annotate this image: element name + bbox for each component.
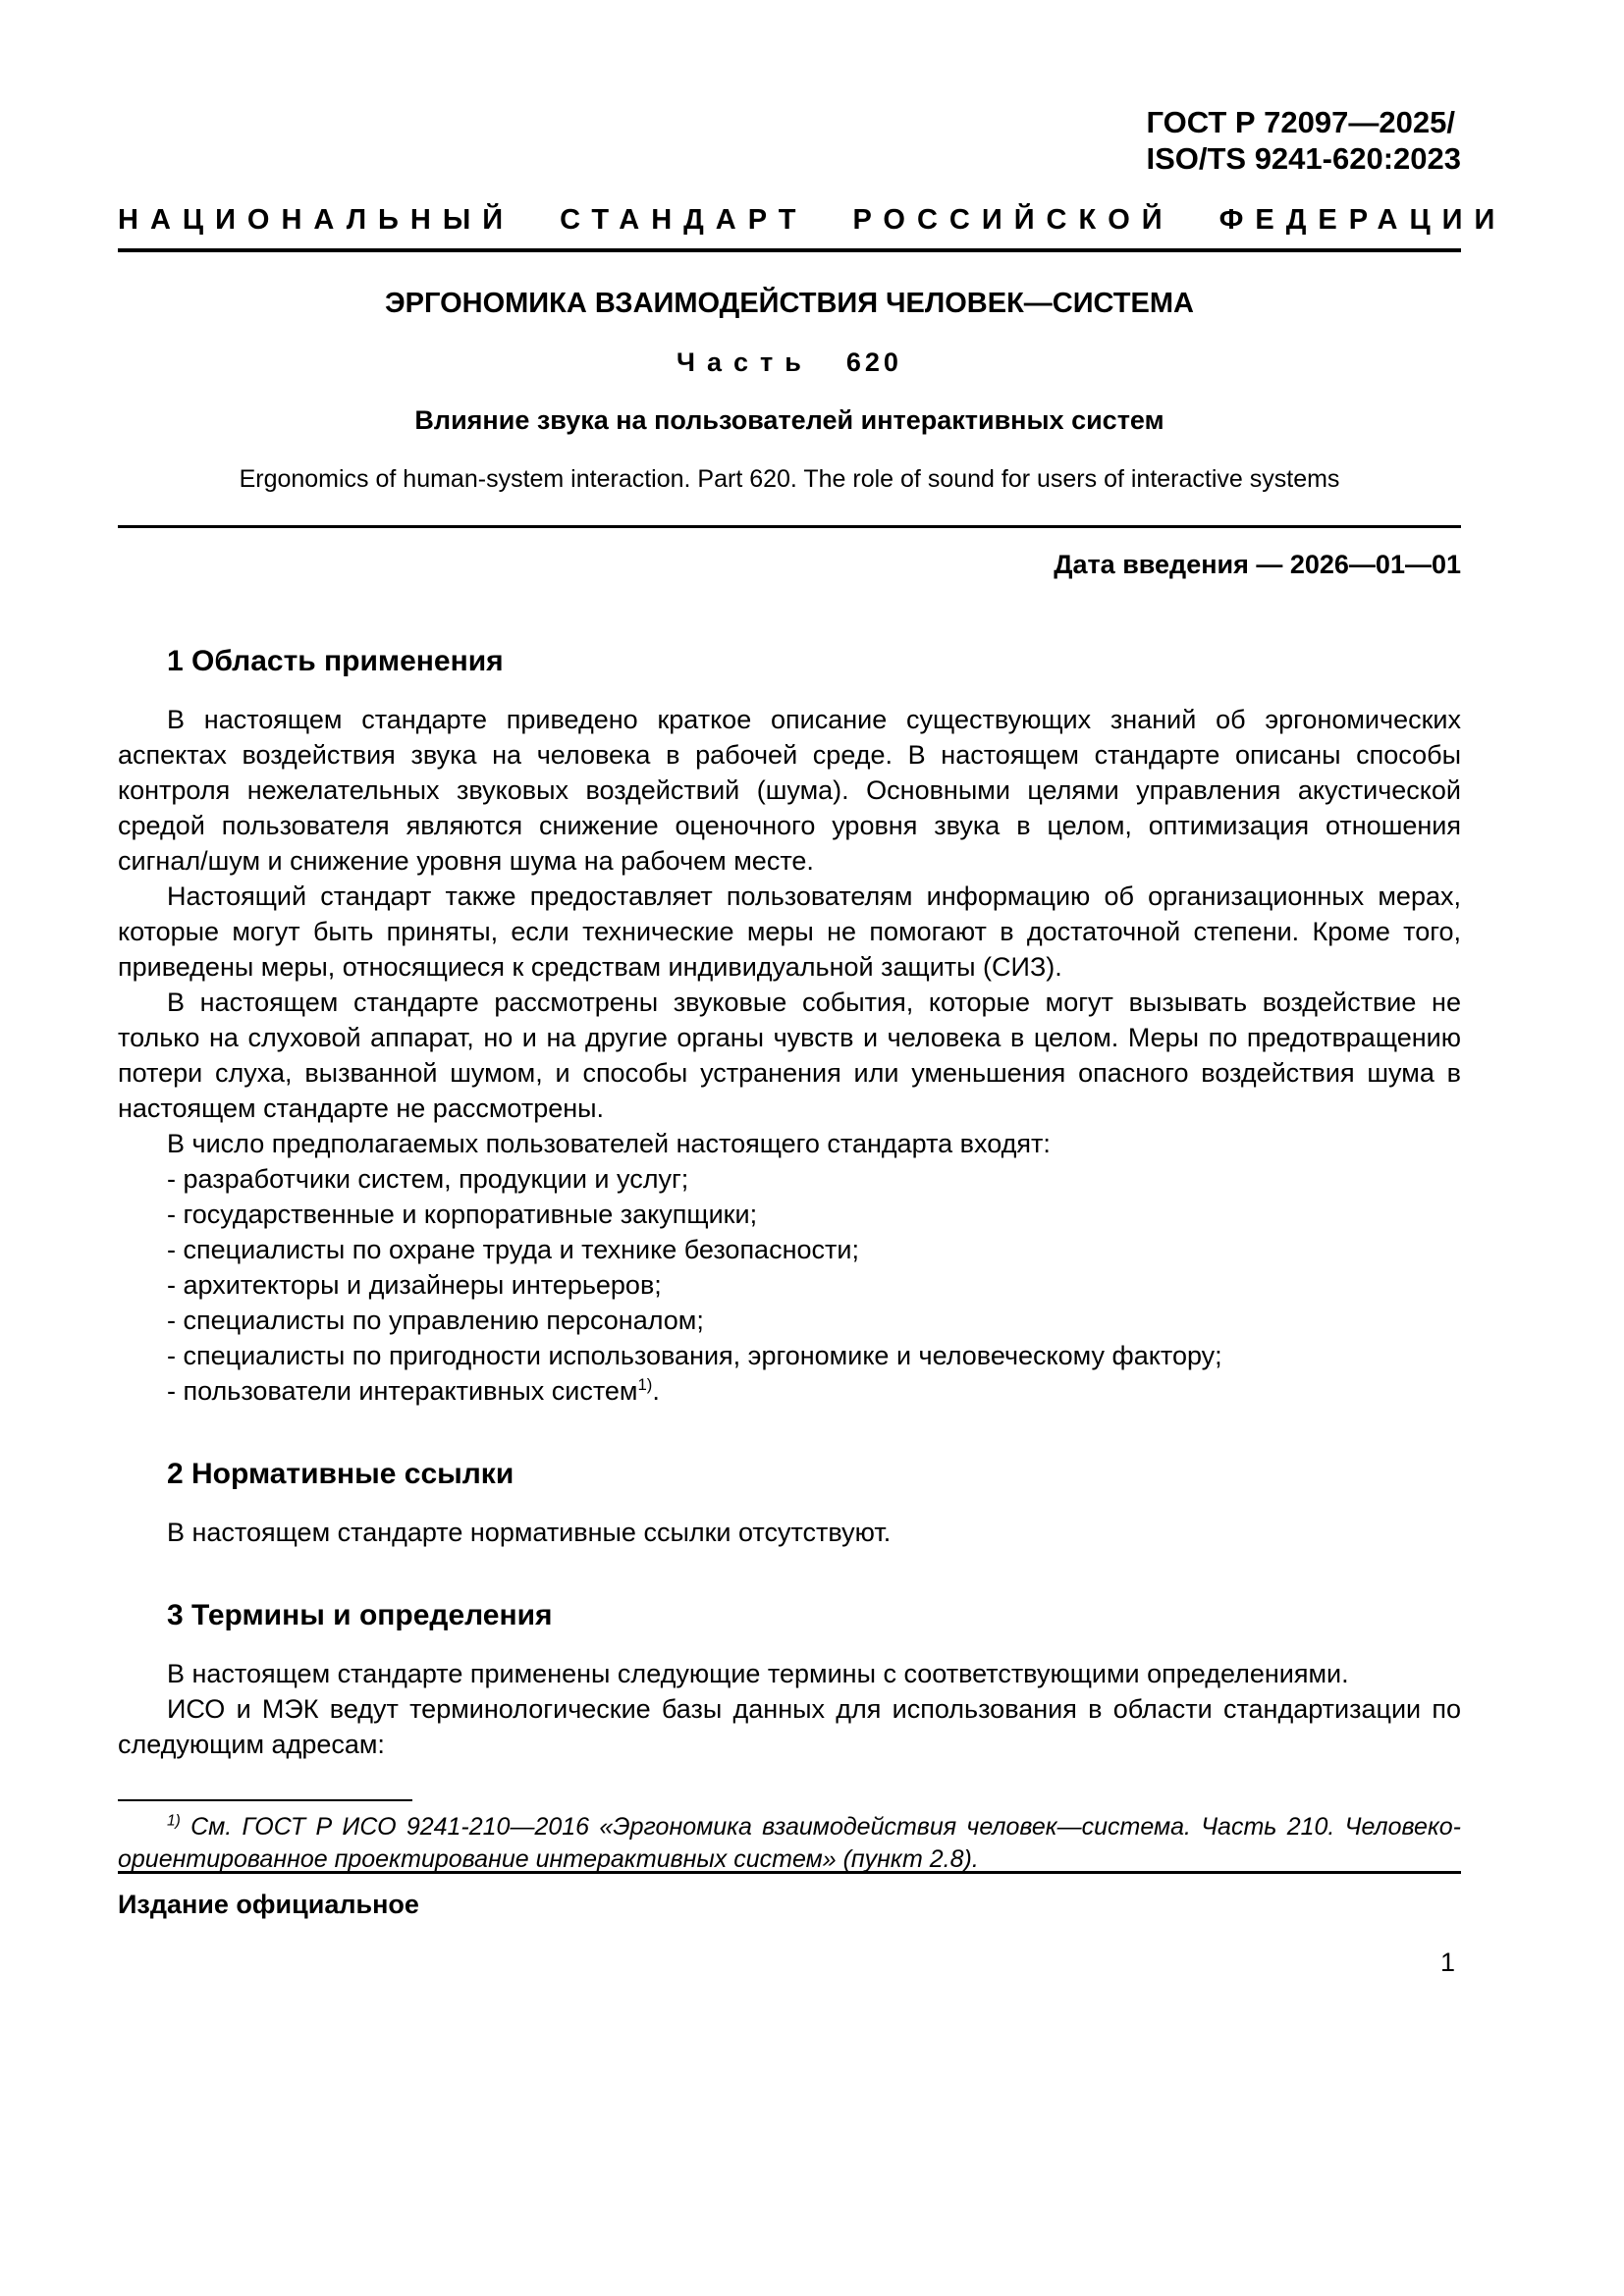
effective-date: Дата введения — 2026—01—01 (1054, 550, 1461, 579)
section-scope (118, 645, 1461, 1409)
paragraph: ИСО и МЭК ведут терминологические базы данных для использования в области стандартизации по следующим адресам: (118, 1694, 1461, 1759)
footnote-separator (118, 1799, 412, 1801)
section-2-body (118, 1515, 1461, 1550)
doc-code-block (1146, 104, 1461, 177)
standard-part-line (118, 347, 1461, 378)
section-1-body (118, 702, 1461, 1409)
paragraph: В число предполагаемых пользователей настоящего стандарта входят: (167, 1129, 1051, 1158)
official-edition-label: Издание официальное (118, 1890, 419, 1919)
footnote-body: См. ГОСТ Р ИСО 9241-210—2016 «Эргономика взаимодействия человек—система. Часть 210. Человеко-ориентированное проектирование интерактивных систем» (пункт 2.8). (118, 1813, 1461, 1873)
standard-title: ЭРГОНОМИКА ВЗАИМОДЕЙСТВИЯ ЧЕЛОВЕК—СИСТЕМА (385, 288, 1194, 319)
footnote-text (118, 1811, 1461, 1876)
footnote-block (118, 1799, 1461, 1876)
list-item: - специалисты по управлению персоналом; (167, 1306, 704, 1335)
section-heading-1: 1 Область применения (167, 645, 504, 677)
paragraph: В настоящем стандарте рассмотрены звуковые события, которые могут вызывать воздействие не только на слуховой аппарат, но и на другие органы чувств и человека в целом. Меры по предотвращению потери слуха, вызванной шумом, и способы устранения или уменьшения опасного воздействия шума в настоящем стандарте не рассмотрены. (118, 988, 1461, 1123)
paragraph: В настоящем стандарте нормативные ссылки отсутствуют. (167, 1518, 892, 1547)
section-terms-definitions (118, 1599, 1461, 1762)
footer-block (118, 1871, 1461, 1920)
section-3-body (118, 1656, 1461, 1762)
standard-subtitle: Влияние звука на пользователей интерактивных систем (414, 405, 1164, 435)
list-item-with-footnote-ref (118, 1373, 1461, 1409)
part-number: 620 (845, 347, 902, 377)
title-rule (118, 525, 1461, 528)
footnote-reference: 1) (637, 1375, 653, 1394)
list-item: - разработчики систем, продукции и услуг; (167, 1164, 689, 1194)
list-item: - специалисты по охране труда и технике безопасности; (167, 1235, 859, 1264)
section-heading-3: 3 Термины и определения (167, 1599, 553, 1631)
section-heading-2: 2 Нормативные ссылки (167, 1458, 514, 1490)
list-item: - государственные и корпоративные закупщики; (167, 1200, 758, 1229)
paragraph: В настоящем стандарте приведено краткое описание существующих знаний об эргономических аспектах воздействия звука на человека в рабочей среде. В настоящем стандарте описаны способы контроля нежелательных звуковых воздействий (шума). Основными целями управления акустической средой пользователя являются снижение оценочного уровня звука в целом, оптимизация отношения сигнал/шум и снижение уровня шума на рабочем месте. (118, 705, 1461, 876)
doc-code-line1: ГОСТ Р 72097—2025/ (1146, 105, 1455, 139)
list-item: - архитекторы и дизайнеры интерьеров; (167, 1270, 662, 1300)
section-normative-references (118, 1458, 1461, 1550)
header-rule (118, 248, 1461, 252)
list-item: - специалисты по пригодности использования, эргономике и человеческому фактору; (167, 1341, 1222, 1370)
national-standard-heading: НАЦИОНАЛЬНЫЙ СТАНДАРТ РОССИЙСКОЙ ФЕДЕРАЦИИ (118, 204, 1507, 236)
list-item-text: - пользователи интерактивных систем (167, 1376, 638, 1406)
footnote-marker: 1) (167, 1812, 181, 1830)
paragraph: В настоящем стандарте применены следующие термины с соответствующими определениями. (167, 1659, 1349, 1688)
part-label: Часть (677, 347, 813, 377)
doc-code-line2: ISO/TS 9241-620:2023 (1146, 141, 1461, 176)
paragraph: Настоящий стандарт также предоставляет пользователям информацию об организационных мерах, которые могут быть приняты, если технические меры не помогают в достаточной степени. Кроме того, приведены меры, относящиеся к средствам индивидуальной защиты (СИЗ). (118, 881, 1461, 982)
standard-title-english: Ergonomics of human-system interaction. Part 620. The role of sound for users of interactive systems (239, 465, 1340, 493)
title-block (118, 288, 1461, 494)
page-number: 1 (1439, 1948, 1455, 1977)
list-item-end: . (652, 1376, 660, 1406)
